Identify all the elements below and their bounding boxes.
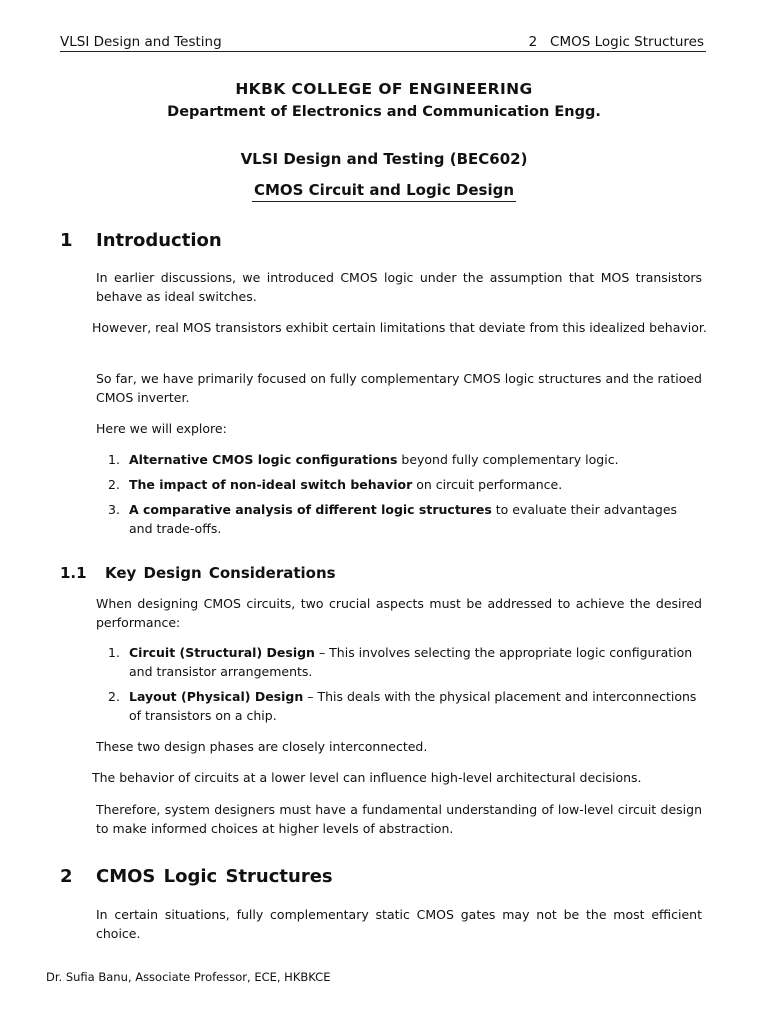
list-item-bold: Circuit (Structural) Design	[129, 645, 315, 660]
list-number: 2.	[108, 689, 120, 704]
section-title: Key Design Considerations	[105, 564, 336, 582]
list-item	[108, 643, 698, 681]
list-item-bold: The impact of non-ideal switch behavior	[129, 477, 413, 492]
paragraph: These two design phases are closely interconnected.	[96, 739, 428, 754]
header-section-title: 2 CMOS Logic Structures	[528, 34, 704, 50]
list-item-text: – This involves selecting the appropriate logic configuration and transistor arrangements.	[129, 645, 693, 679]
explore-list	[108, 450, 698, 538]
list-item-text: on circuit performance.	[412, 477, 563, 492]
list-item-bold: A comparative analysis of different logic structures	[129, 502, 492, 517]
list-item	[108, 500, 698, 538]
list-item-text: to evaluate their advantages and trade-offs.	[129, 502, 678, 536]
subject-title: CMOS Circuit and Logic Design	[252, 181, 516, 202]
list-item	[108, 475, 698, 494]
institution-name: HKBK COLLEGE OF ENGINEERING	[235, 80, 533, 98]
section-title: CMOS Logic Structures	[96, 866, 333, 887]
list-number: 2.	[108, 477, 120, 492]
paragraph: Here we will explore:	[96, 421, 227, 436]
header-course-title: VLSI Design and Testing	[60, 34, 222, 50]
paragraph: So far, we have primarily focused on fully complementary CMOS logic structures and the ratioed CMOS inverter.	[96, 371, 702, 405]
paragraph: Therefore, system designers must have a fundamental understanding of low-level circuit design to make informed choices at higher levels of abstraction.	[96, 802, 702, 836]
list-item	[108, 687, 698, 725]
paragraph: The behavior of circuits at a lower level can influence high-level architectural decisions.	[92, 770, 642, 785]
list-item-bold: Layout (Physical) Design	[129, 689, 304, 704]
course-title: VLSI Design and Testing (BEC602)	[240, 150, 528, 168]
paragraph: In earlier discussions, we introduced CMOS logic under the assumption that MOS transistors behave as ideal switches.	[96, 270, 702, 304]
paragraph: When designing CMOS circuits, two crucial aspects must be addressed to achieve the desired performance:	[96, 596, 702, 630]
list-item-text: – This deals with the physical placement and interconnections of transistors on a chip.	[129, 689, 697, 723]
list-item	[108, 450, 698, 469]
page-footer: Dr. Sufia Banu, Associate Professor, ECE, HKBKCE	[46, 970, 331, 984]
subject-title-wrap	[0, 180, 768, 202]
section-number: 2	[60, 866, 73, 887]
section-number: 1	[60, 230, 73, 251]
list-number: 1.	[108, 452, 120, 467]
department-name: Department of Electronics and Communication Engg.	[167, 104, 601, 120]
list-item-text: beyond fully complementary logic.	[397, 452, 619, 467]
section-number: 1.1	[60, 564, 87, 582]
design-list	[108, 643, 698, 725]
section-title: Introduction	[96, 230, 222, 251]
list-item-bold: Alternative CMOS logic configurations	[129, 452, 398, 467]
list-number: 3.	[108, 502, 120, 517]
running-header	[60, 33, 706, 52]
paragraph: In certain situations, fully complementary static CMOS gates may not be the most efficient choice.	[96, 907, 702, 941]
paragraph	[92, 318, 708, 337]
paragraph-text: However, real MOS transistors exhibit certain limitations that deviate from this idealized behavior.	[92, 320, 707, 335]
list-number: 1.	[108, 645, 120, 660]
